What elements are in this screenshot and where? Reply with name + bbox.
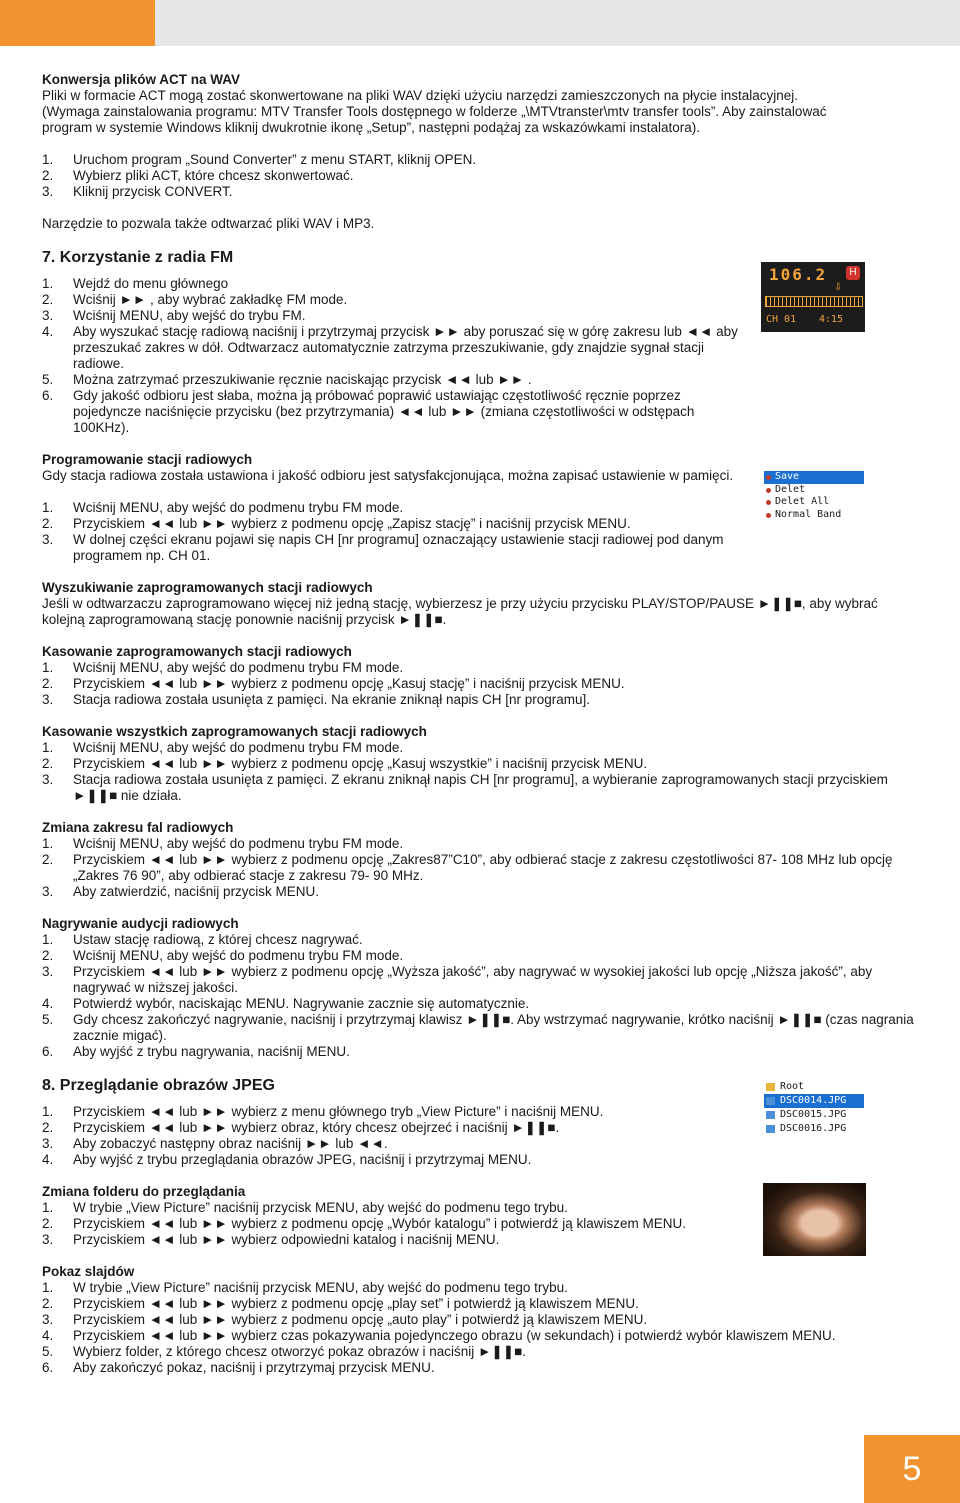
- list-item: [42, 532, 732, 564]
- step-text: Wciśnij MENU, aby wejść do podmenu trybu FM mode.: [73, 948, 404, 963]
- step-number: 1.: [42, 276, 54, 291]
- step-number: 1.: [42, 660, 54, 675]
- list-item: [42, 168, 922, 184]
- paragraph: Jeśli w odtwarzaczu zaprogramowano więcej niż jedną stację, wybierzesz je przy użyciu przycisku PLAY/STOP/PAUSE ►❚❚■, aby wybrać kolejną zaprogramowaną stację ponownie naciśnij przycisk ►❚❚■.: [42, 596, 878, 627]
- step-number: 3.: [42, 308, 54, 323]
- list-item: [42, 324, 742, 372]
- step-number: 3.: [42, 1232, 54, 1247]
- frequency-display: 106.2: [769, 265, 828, 284]
- list-item: [42, 660, 922, 676]
- list-item: [42, 292, 742, 308]
- list-item: [42, 884, 922, 900]
- step-text: Wciśnij MENU, aby wejść do podmenu trybu FM mode.: [73, 500, 404, 515]
- list-item: [42, 1120, 732, 1136]
- corner-accent: [0, 0, 155, 46]
- menu-item-normal-band[interactable]: Normal Band: [764, 509, 864, 522]
- step-text: Przyciskiem ◄◄ lub ►► wybierz z podmenu opcję „Wybór katalogu” i potwierdź ją klawiszem MENU.: [73, 1216, 687, 1231]
- menu-item-delet-all[interactable]: Delet All: [764, 496, 864, 509]
- header-bar: [155, 0, 960, 46]
- list-item: [42, 1360, 922, 1376]
- sample-photo: [763, 1183, 866, 1256]
- steps-list: [42, 276, 742, 436]
- step-number: 1.: [42, 1200, 54, 1215]
- section-title-jpeg: 8. Przeglądanie obrazów JPEG: [42, 1077, 275, 1094]
- channel-display: CH 01: [766, 314, 797, 325]
- step-text: Przyciskiem ◄◄ lub ►► wybierz odpowiedni katalog i naciśnij MENU.: [73, 1232, 500, 1247]
- file-item[interactable]: DSC0016.JPG: [764, 1122, 864, 1136]
- step-number: 6.: [42, 388, 54, 403]
- step-number: 6.: [42, 1360, 54, 1375]
- section-title-programming: Programowanie stacji radiowych: [42, 452, 253, 467]
- steps-list: [42, 500, 732, 564]
- list-item: [42, 964, 922, 996]
- section-title-act-wav: Konwersja plików ACT na WAV: [42, 72, 241, 87]
- paragraph-line: program w systemie Windows kliknij dwukrotnie ikonę „Setup”, następni podążaj za wskazówkami instalatora).: [42, 120, 701, 135]
- step-text: Wciśnij ►► , aby wybrać zakładkę FM mode.: [73, 292, 348, 307]
- section-title-folder: Zmiana folderu do przeglądania: [42, 1184, 246, 1199]
- section-title-recording: Nagrywanie audycji radiowych: [42, 916, 239, 931]
- time-display: 4:15: [819, 314, 844, 325]
- step-text: Aby wyszukać stację radiową naciśnij i przytrzymaj przycisk ►► aby poruszać się w górę zakresu lub ◄◄ aby przeszukać zakres w dół. Odtwarzacz automatycznie zatrzyma przeszukiwanie, gdy znajdzie sygnał stacji radiowe.: [73, 324, 738, 371]
- step-number: 3.: [42, 184, 54, 199]
- step-number: 1.: [42, 1280, 54, 1295]
- list-item: [42, 996, 922, 1012]
- step-text: Przyciskiem ◄◄ lub ►► wybierz z podmenu opcję „Kasuj wszystkie” i naciśnij przycisk MENU.: [73, 756, 648, 771]
- step-text: Wciśnij MENU, aby wejść do podmenu trybu FM mode.: [73, 740, 404, 755]
- step-text: Gdy jakość odbioru jest słaba, można ją próbować poprawić ustawiając częstotliwość ręcznie poprzez pojedyncze naciśnięcie przycisku (bez przytrzymania) ◄◄ lub ►► (zmiana częstotliwości w odstępach 100KHz).: [73, 388, 695, 435]
- down-arrow-icon: ⇩: [834, 282, 843, 293]
- step-text: Wybierz pliki ACT, które chcesz skonwertować.: [73, 168, 354, 183]
- step-text: Przyciskiem ◄◄ lub ►► wybierz z podmenu opcję „Zapisz stację” i naciśnij przycisk MENU.: [73, 516, 631, 531]
- list-item: [42, 1312, 922, 1328]
- fm-radio-screen: [761, 262, 865, 332]
- list-item: [42, 1280, 922, 1296]
- step-text: Stacja radiowa została usunięta z pamięci. Z ekranu zniknął napis CH [nr programu], a wybieranie zaprogramowanych stacji przyciskiem ►❚❚■ nie działa.: [73, 772, 888, 803]
- step-text: Można zatrzymać przeszukiwanie ręcznie naciskając przycisk ◄◄ lub ►► .: [73, 372, 532, 387]
- step-text: Gdy chcesz zakończyć nagrywanie, naciśnij i przytrzymaj klawisz ►❚❚■. Aby wstrzymać nagrywanie, krótko naciśnij ►❚❚■ (czas nagrania zacznie migać).: [73, 1012, 914, 1043]
- step-number: 6.: [42, 1044, 54, 1059]
- step-number: 3.: [42, 692, 54, 707]
- step-number: 1.: [42, 836, 54, 851]
- paragraph: Gdy stacja radiowa została ustawiona i jakość odbioru jest satysfakcjonująca, można zapisać ustawienie w pamięci.: [42, 468, 734, 483]
- step-number: 5.: [42, 1344, 54, 1359]
- list-item: [42, 1216, 732, 1232]
- section-title-delete-all: Kasowanie wszystkich zaprogramowanych stacji radiowych: [42, 724, 427, 739]
- step-number: 2.: [42, 1120, 54, 1135]
- step-text: Aby zakończyć pokaz, naciśnij i przytrzymaj przycisk MENU.: [73, 1360, 435, 1375]
- step-number: 2.: [42, 168, 54, 183]
- step-text: Przyciskiem ◄◄ lub ►► wybierz czas pokazywania pojedynczego obrazu (w sekundach) i potwierdź wybór klawiszem MENU.: [73, 1328, 836, 1343]
- section-title-delete: Kasowanie zaprogramowanych stacji radiowych: [42, 644, 352, 659]
- tuning-scale: [765, 296, 863, 307]
- list-item: [42, 152, 922, 168]
- step-number: 5.: [42, 372, 54, 387]
- step-text: Kliknij przycisk CONVERT.: [73, 184, 233, 199]
- step-number: 2.: [42, 516, 54, 531]
- list-item: [42, 1104, 732, 1120]
- step-text: Przyciskiem ◄◄ lub ►► wybierz z menu głównego tryb „View Picture” i naciśnij MENU.: [73, 1104, 604, 1119]
- list-item: [42, 1328, 922, 1344]
- list-item: [42, 1296, 922, 1312]
- step-number: 2.: [42, 756, 54, 771]
- list-item: [42, 756, 922, 772]
- step-number: 4.: [42, 996, 54, 1011]
- menu-item-save[interactable]: Save: [764, 471, 864, 484]
- step-number: 3.: [42, 964, 54, 979]
- paragraph-line: (Wymaga zainstalowania programu: MTV Transfer Tools dostępnego w folderze „\MTVtranster\mtv transfer tools”. Aby zainstalować: [42, 104, 827, 119]
- step-number: 1.: [42, 1104, 54, 1119]
- step-text: W dolnej części ekranu pojawi się napis CH [nr programu] oznaczający ustawienie stacji radiowej pod danym programem np. CH 01.: [73, 532, 724, 563]
- step-text: Stacja radiowa została usunięta z pamięci. Na ekranie zniknął napis CH [nr programu].: [73, 692, 591, 707]
- step-number: 3.: [42, 1312, 54, 1327]
- steps-list: [42, 1200, 732, 1248]
- list-item: [42, 1136, 732, 1152]
- mode-badge: H: [846, 266, 860, 280]
- list-item: [42, 1344, 922, 1360]
- step-number: 1.: [42, 152, 54, 167]
- step-text: Przyciskiem ◄◄ lub ►► wybierz z podmenu opcję „Wyższa jakość”, aby nagrywać w wysokiej jakości lub opcję „Niższa jakość”, aby nagrywać w niższej jakości.: [73, 964, 873, 995]
- steps-list: [42, 836, 922, 900]
- step-text: Przyciskiem ◄◄ lub ►► wybierz obraz, który chcesz obejrzeć i naciśnij ►❚❚■.: [73, 1120, 560, 1135]
- step-number: 3.: [42, 1136, 54, 1151]
- step-text: W trybie „View Picture” naciśnij przycisk MENU, aby wejść do podmenu tego trybu.: [73, 1280, 568, 1295]
- step-number: 4.: [42, 324, 54, 339]
- paragraph-line: Pliki w formacie ACT mogą zostać skonwertowane na pliki WAV dzięki użyciu narzędzi zamieszczonych na płycie instalacyjnej.: [42, 88, 799, 103]
- step-text: Przyciskiem ◄◄ lub ►► wybierz z podmenu opcję „Kasuj stację” i naciśnij przycisk MENU.: [73, 676, 625, 691]
- list-item: [42, 388, 742, 436]
- list-item: [42, 932, 922, 948]
- section-title-fm-radio: 7. Korzystanie z radia FM: [42, 249, 234, 266]
- list-item: [42, 676, 922, 692]
- step-text: Wciśnij MENU, aby wejść do trybu FM.: [73, 308, 306, 323]
- step-number: 2.: [42, 1216, 54, 1231]
- page-number: 5: [864, 1435, 960, 1503]
- section-title-slideshow: Pokaz slajdów: [42, 1264, 135, 1279]
- step-number: 2.: [42, 852, 54, 867]
- step-text: Przyciskiem ◄◄ lub ►► wybierz z podmenu opcję „Zakres87”C10”, aby odbierać stacje z zakresu częstotliwości 87- 108 MHz lub opcję „Zakres 76 90”, aby odbierać stacje z zakresu 79- 90 MHz.: [73, 852, 893, 883]
- step-text: Przyciskiem ◄◄ lub ►► wybierz z podmenu opcję „play set” i potwierdź ją klawiszem MENU.: [73, 1296, 639, 1311]
- list-item: [42, 1044, 922, 1060]
- step-text: Wybierz folder, z którego chcesz otworzyć pokaz obrazów i naciśnij ►❚❚■.: [73, 1344, 526, 1359]
- list-item: [42, 276, 742, 292]
- steps-list: [42, 152, 922, 200]
- step-number: 1.: [42, 740, 54, 755]
- list-item: [42, 516, 732, 532]
- step-text: W trybie „View Picture” naciśnij przycisk MENU, aby wejść do podmenu tego trybu.: [73, 1200, 568, 1215]
- step-text: Uruchom program „Sound Converter” z menu START, kliknij OPEN.: [73, 152, 477, 167]
- file-item[interactable]: DSC0014.JPG: [764, 1094, 864, 1108]
- list-item: [42, 836, 922, 852]
- steps-list: [42, 1280, 922, 1376]
- step-text: Ustaw stację radiową, z której chcesz nagrywać.: [73, 932, 363, 947]
- file-browser-screen: [764, 1080, 864, 1136]
- step-number: 2.: [42, 292, 54, 307]
- file-item[interactable]: DSC0015.JPG: [764, 1108, 864, 1122]
- step-number: 5.: [42, 1012, 54, 1027]
- section-title-search: Wyszukiwanie zaprogramowanych stacji radiowych: [42, 580, 373, 595]
- step-text: Potwierdź wybór, naciskając MENU. Nagrywanie zacznie się automatycznie.: [73, 996, 530, 1011]
- list-item: [42, 692, 922, 708]
- step-number: 4.: [42, 1328, 54, 1343]
- steps-list: [42, 1104, 732, 1168]
- steps-list: [42, 740, 922, 804]
- step-number: 1.: [42, 932, 54, 947]
- folder-root[interactable]: Root: [764, 1080, 864, 1094]
- step-text: Aby wyjść z trybu przeglądania obrazów JPEG, naciśnij i przytrzymaj MENU.: [73, 1152, 532, 1167]
- list-item: [42, 372, 742, 388]
- step-text: Aby wyjść z trybu nagrywania, naciśnij MENU.: [73, 1044, 350, 1059]
- list-item: [42, 308, 742, 324]
- section-title-band: Zmiana zakresu fal radiowych: [42, 820, 234, 835]
- step-text: Wciśnij MENU, aby wejść do podmenu trybu FM mode.: [73, 660, 404, 675]
- list-item: [42, 500, 732, 516]
- list-item: [42, 772, 922, 804]
- list-item: [42, 1200, 732, 1216]
- step-number: 3.: [42, 884, 54, 899]
- note-text: Narzędzie to pozwala także odtwarzać pliki WAV i MP3.: [42, 216, 375, 231]
- steps-list: [42, 932, 922, 1060]
- list-item: [42, 948, 922, 964]
- list-item: [42, 1152, 732, 1168]
- step-number: 3.: [42, 532, 54, 547]
- step-number: 3.: [42, 772, 54, 787]
- list-item: [42, 1232, 732, 1248]
- step-number: 2.: [42, 676, 54, 691]
- menu-item-delet[interactable]: Delet: [764, 484, 864, 497]
- step-number: 1.: [42, 500, 54, 515]
- step-text: Wciśnij MENU, aby wejść do podmenu trybu FM mode.: [73, 836, 404, 851]
- step-number: 2.: [42, 1296, 54, 1311]
- step-number: 2.: [42, 948, 54, 963]
- steps-list: [42, 660, 922, 708]
- step-text: Przyciskiem ◄◄ lub ►► wybierz z podmenu opcję „auto play” i potwierdź ją klawiszem MENU.: [73, 1312, 648, 1327]
- fm-submenu-screen: [764, 471, 864, 521]
- step-number: 4.: [42, 1152, 54, 1167]
- step-text: Wejdź do menu głównego: [73, 276, 229, 291]
- list-item: [42, 1012, 922, 1044]
- list-item: [42, 852, 922, 884]
- step-text: Aby zatwierdzić, naciśnij przycisk MENU.: [73, 884, 320, 899]
- step-text: Aby zobaczyć następny obraz naciśnij ►► lub ◄◄.: [73, 1136, 388, 1151]
- list-item: [42, 740, 922, 756]
- list-item: [42, 184, 922, 200]
